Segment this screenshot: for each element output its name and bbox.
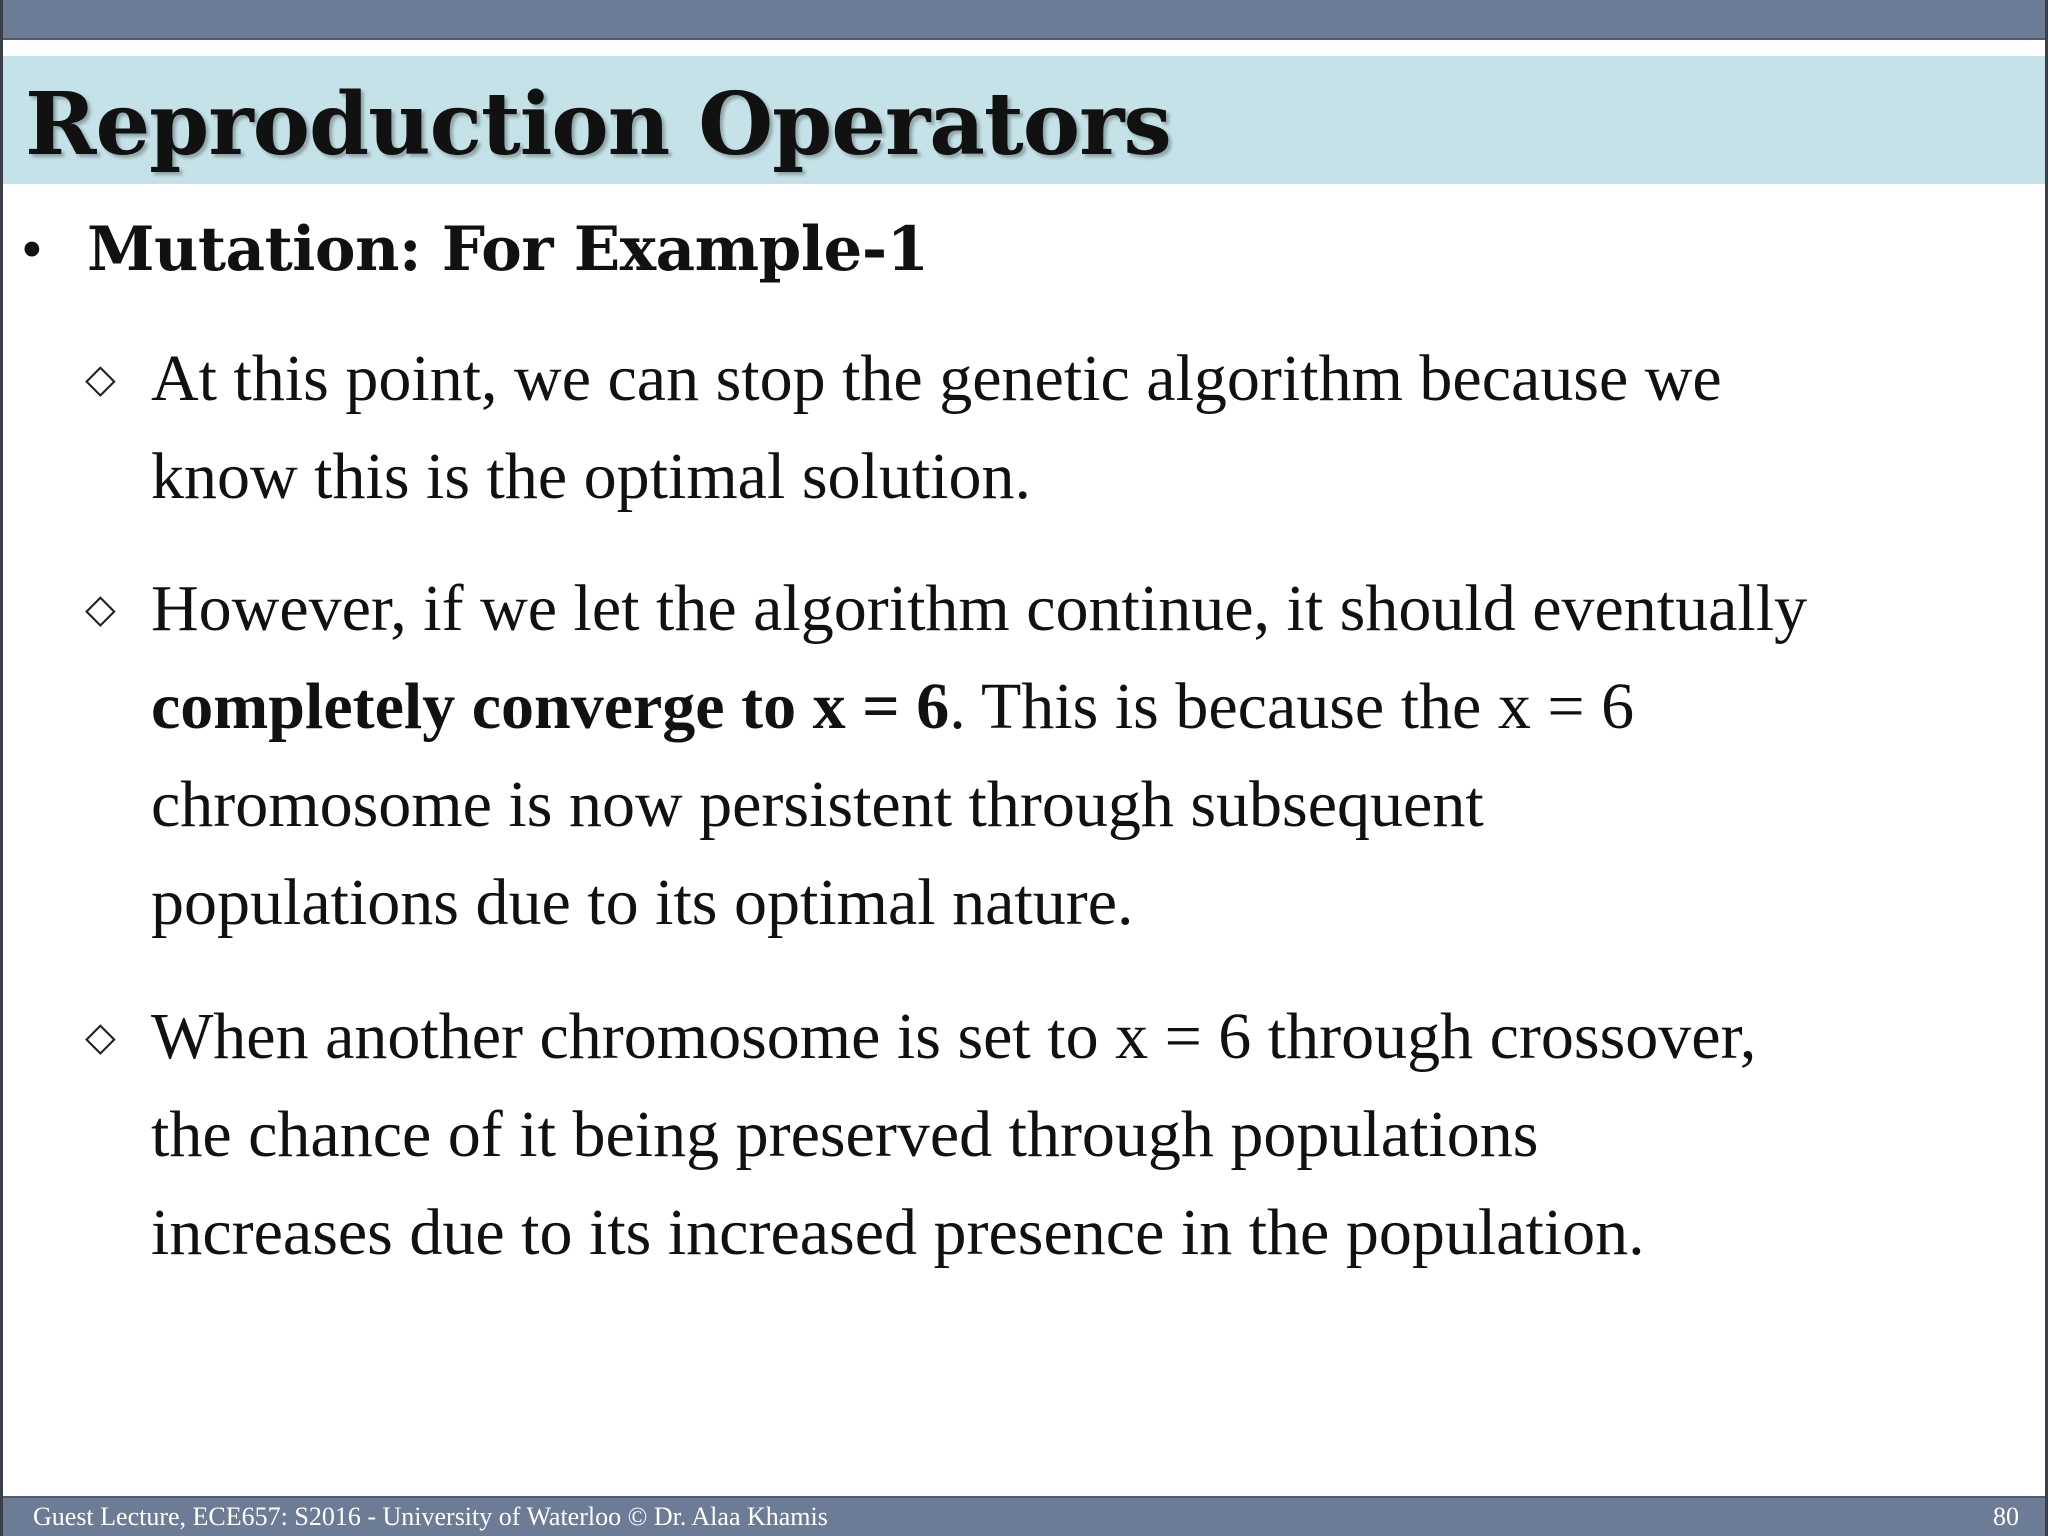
sub-point-text: [151, 330, 2048, 526]
text-line: [151, 658, 2048, 756]
text-line: However, if we let the algorithm continue, it should eventually: [151, 572, 1808, 645]
slide-title: Reproduction Operators: [25, 74, 1171, 175]
bullet-marker: •: [21, 216, 43, 284]
text-line: populations due to its optimal nature.: [151, 866, 1134, 939]
diamond-bullet-icon: ◇: [85, 356, 116, 402]
text-fragment: . This is because the x = 6: [949, 670, 1635, 743]
text-line: the chance of it being preserved through populations: [151, 1098, 1539, 1171]
sub-point-2: [85, 560, 2048, 952]
diamond-bullet-icon: ◇: [85, 1014, 116, 1060]
text-line: At this point, we can stop the genetic algorithm because we: [151, 342, 1722, 415]
page-number: 80: [1993, 1502, 2019, 1531]
diamond-bullet-icon: ◇: [85, 586, 116, 632]
sub-point-text: [151, 560, 2048, 952]
footer-credit: Guest Lecture, ECE657: S2016 - University of Waterloo © Dr. Alaa Khamis: [33, 1502, 828, 1531]
bullet-heading: Mutation: For Example-1: [87, 214, 929, 285]
sub-point-1: [85, 330, 2048, 526]
text-line: know this is the optimal solution.: [151, 440, 1032, 513]
main-bullet: [21, 214, 929, 286]
text-line: When another chromosome is set to x = 6 through crossover,: [151, 1000, 1757, 1073]
sub-point-text: [151, 988, 2048, 1282]
sub-point-3: [85, 988, 2048, 1282]
emphasis-text: completely converge to x = 6: [151, 670, 950, 743]
top-bar: [3, 0, 2045, 40]
text-line: increases due to its increased presence in the population.: [151, 1196, 1645, 1269]
footer-bar: [3, 1496, 2045, 1536]
text-line: chromosome is now persistent through subsequent: [151, 768, 1484, 841]
